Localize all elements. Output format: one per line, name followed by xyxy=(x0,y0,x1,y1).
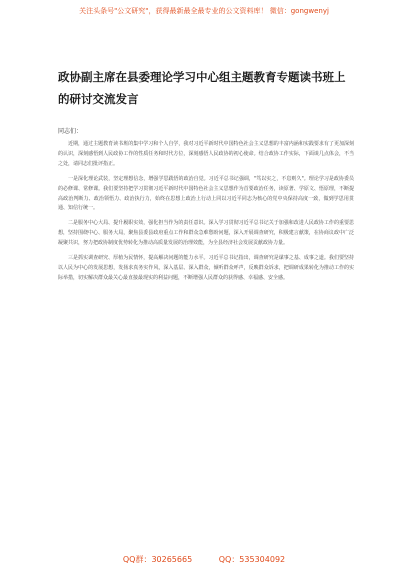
document-body xyxy=(58,140,354,284)
contact-footer xyxy=(0,554,408,565)
qq-group-text: QQ群：30265665 xyxy=(122,555,193,564)
body-paragraph: 近期，通过主题教育读书班的集中学习和个人自学，我对习近平新时代中国特色社会主义思想的丰富内涵和实践要求有了更加深刻的认识，深刻感悟到人民政协工作的性质任务和时代方位，深刻感悟人民政协的初心使命。结合政协工作实际，下面谈几点体会，不当之处，请同志们批评指正。 xyxy=(58,141,354,167)
greeting: 同志们： xyxy=(58,128,83,135)
promo-banner: 关注头条号"公文研究"，获得最新最全最专业的公文资料库！ 微信：gongwenyj xyxy=(79,7,329,15)
body-paragraph: 一是深化理论武装，坚定理想信念，增强学思践悟的政治自觉。习近平总书记强调，"笃以实之，不息则久"。理论学习是政协委员的必修课、常修课。我们要坚持把学习贯彻习近平新时代中国特色社会主义思想作为首要政治任务，读原著、学原文、悟原理，不断提高政治判断力、政治领悟力、政治执行力，始终在思想上政治上行动上同以习近平同志为核心的党中央保持高度一致，做到学思用贯通、知信行统一。 xyxy=(58,175,354,212)
body-paragraph: 三是抓实调查研究、厚植为民情怀，提高解决问题的能力水平。习近平总书记指出，调查研究是谋事之基、成事之道。我们要坚持以人民为中心的发展思想，发扬求真务实作风，深入基层、深入群众，倾听群众呼声，反映群众诉求，把调研成果转化为推动工作的实际举措，切实解决群众最关心最直接最现实的利益问题，不断增强人民群众的获得感、幸福感、安全感。 xyxy=(58,255,354,281)
body-paragraph: 二是服务中心大局、提升履职实效，强化担当作为的责任意识。深入学习贯彻习近平总书记关于加强和改进人民政协工作的重要思想，坚持围绕中心、服务大局，聚焦县委县政府重点工作和群众急难愁盼问题，深入开展调查研究，积极建言献策，在协商议政中广泛凝聚共识，努力把政协制度优势转化为推动高质量发展的治理效能，为全县经济社会发展贡献政协力量。 xyxy=(58,220,354,247)
qq-text: QQ：535304092 xyxy=(218,555,286,564)
document-title: 政协副主席在县委理论学习中心组主题教育专题读书班上的研讨交流发言 xyxy=(58,70,346,106)
